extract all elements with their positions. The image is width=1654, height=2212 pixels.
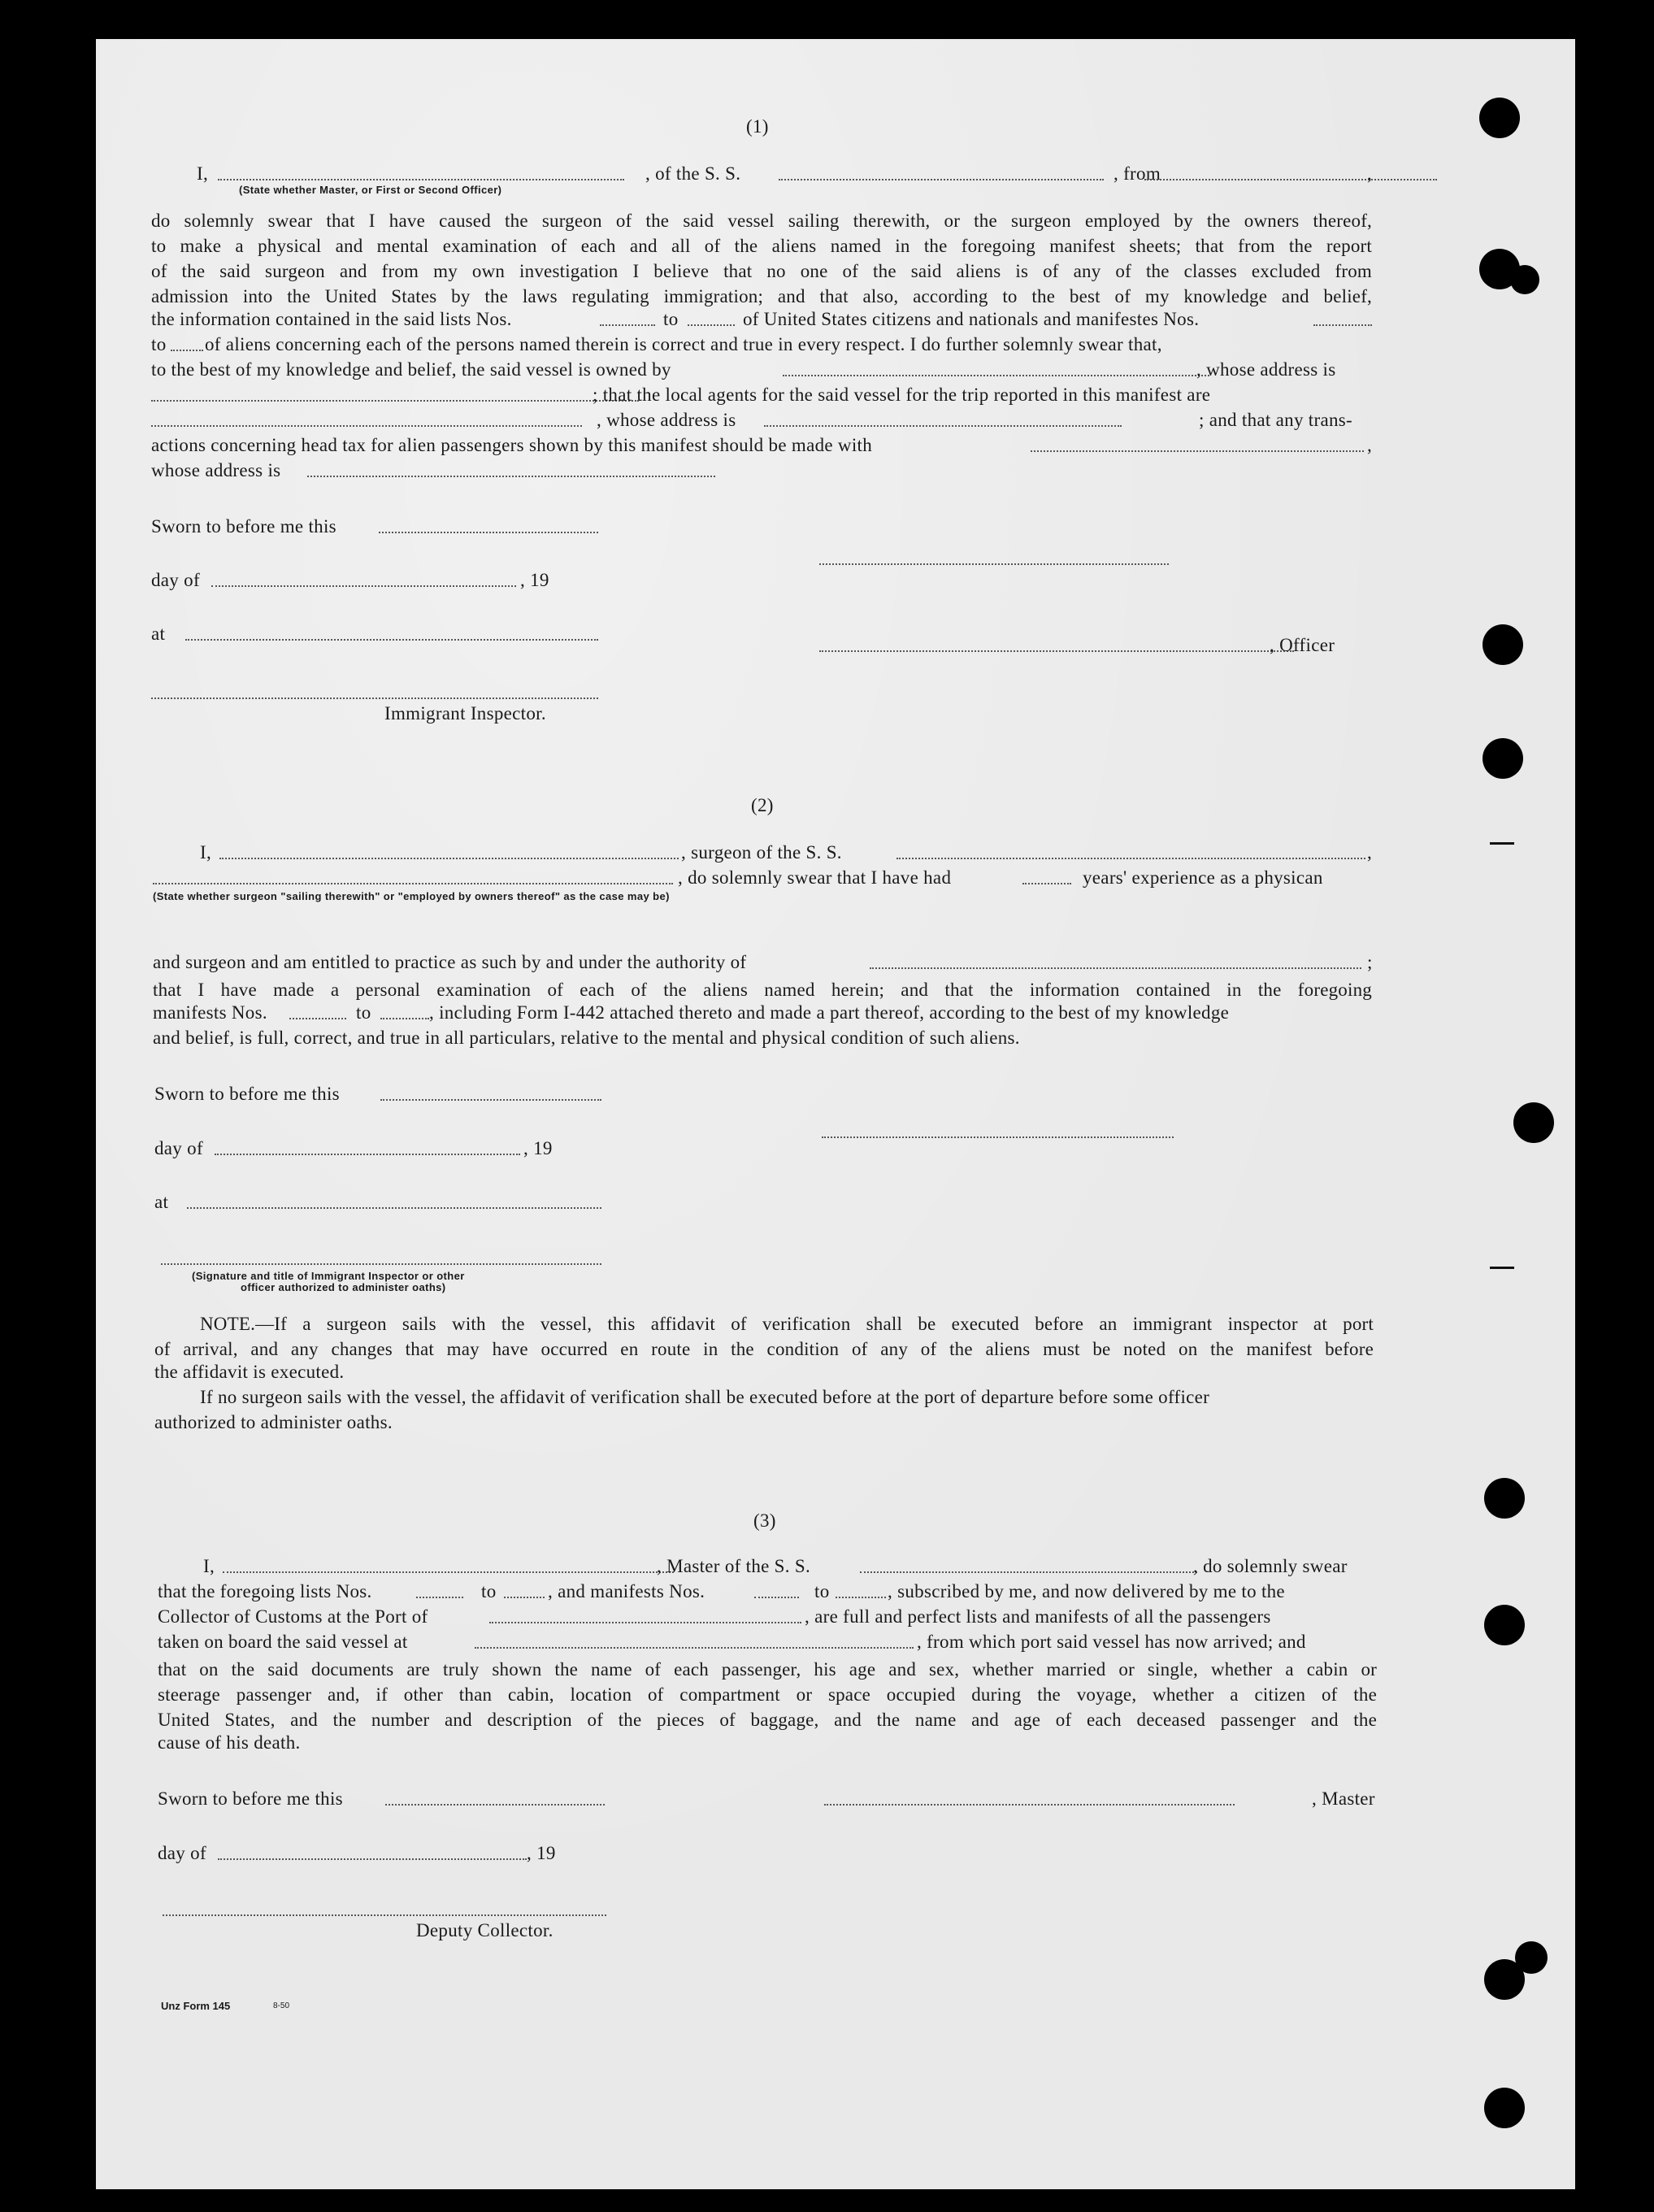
s2-ship-field[interactable]: [896, 858, 1365, 859]
s2-year-label: , 19: [523, 1138, 553, 1158]
s1-day-field[interactable]: [211, 585, 516, 587]
margin-mark: [1490, 842, 1514, 845]
s3-oath-paragraph: [158, 1657, 1377, 1732]
s1-head-tax-label: actions concerning head tax for alien passengers shown by this manifest should be made with: [151, 435, 873, 455]
s3-ship-field[interactable]: [860, 1571, 1197, 1573]
punch-hole: [1484, 2088, 1525, 2128]
s2-note-line-3: the affidavit is executed.: [154, 1362, 345, 1382]
s1-whose-address-label: whose address is: [151, 460, 281, 480]
s1-of-ss-label: , of the S. S.: [645, 163, 741, 184]
s1-oath-paragraph: [151, 208, 1372, 309]
s3-day-of-label: day of: [158, 1843, 206, 1863]
s1-lists-label: the information contained in the said lists Nos.: [151, 309, 512, 329]
punch-hole: [1483, 738, 1523, 779]
s3-arrived-label: , from which port said vessel has now arrived; and: [917, 1632, 1306, 1652]
s2-years-field[interactable]: [1022, 883, 1071, 884]
s2-years-label: years' experience as a physican: [1083, 867, 1323, 888]
s1-manifests-from-field[interactable]: [1313, 324, 1372, 326]
s3-year-label: , 19: [527, 1843, 556, 1863]
s3-taken-label: taken on board the said vessel at: [158, 1632, 408, 1652]
s1-owner-field[interactable]: [783, 375, 1209, 376]
s1-name-field[interactable]: [218, 179, 624, 180]
s3-full-lists-label: , are full and perfect lists and manifests of all the passengers: [805, 1606, 1271, 1627]
s3-lists-label: that the foregoing lists Nos.: [158, 1581, 372, 1601]
punch-hole: [1513, 1102, 1554, 1143]
section-3-number: (3): [753, 1510, 776, 1531]
s1-at-field[interactable]: [185, 639, 598, 641]
s1-manifests-to-field[interactable]: [171, 350, 203, 351]
s3-to-label-1: to: [481, 1581, 497, 1601]
s2-note-line-4: If no surgeon sails with the vessel, the affidavit of verification shall be executed before at the port of departure before some officer: [200, 1387, 1210, 1407]
s1-to-label-2: to: [151, 334, 167, 354]
s1-manifests-label: of United States citizens and nationals and manifestes Nos.: [743, 309, 1200, 329]
s2-sworn-field[interactable]: [380, 1099, 601, 1101]
s1-comma-2: ,: [1367, 435, 1373, 455]
s2-line-4-block: [153, 977, 1372, 1002]
s3-master-signature-field[interactable]: [824, 1804, 1235, 1806]
section-1-number: (1): [746, 116, 769, 137]
s2-at-field[interactable]: [187, 1207, 601, 1209]
s1-inspector-signature-field[interactable]: [151, 697, 598, 699]
s1-line: to make a physical and mental examination of each and all of the aliens named in the foregoing manifest sheets; that from the report: [151, 236, 1372, 256]
s2-name-field[interactable]: [219, 858, 679, 859]
s3-lists-from-field[interactable]: [416, 1597, 463, 1598]
s1-inspector-label: Immigrant Inspector.: [384, 703, 546, 724]
s3-to-label-2: to: [814, 1581, 830, 1601]
s1-sworn-field[interactable]: [379, 532, 598, 533]
s1-line: admission into the United States by the laws regulating immigration; and that also, according to the best of my knowledge and belief,: [151, 286, 1372, 306]
s1-lists-to-field[interactable]: [688, 324, 735, 326]
s3-delivered-label: , subscribed by me, and now delivered by me to the: [888, 1581, 1285, 1601]
s2-sig-note-1: (Signature and title of Immigrant Inspector or other: [192, 1270, 465, 1282]
s3-name-field[interactable]: [223, 1571, 674, 1573]
s1-from-field[interactable]: [1144, 179, 1437, 180]
s1-owned-label: to the best of my knowledge and belief, the said vessel is owned by: [151, 359, 671, 380]
punch-hole: [1483, 624, 1523, 665]
s3-lists-to-field[interactable]: [504, 1597, 545, 1598]
s1-line: do solemnly swear that I have caused the surgeon of the said vessel sailing therewith, or the surgeon employed by the owners thereof,: [151, 211, 1372, 231]
s2-i-label: I,: [200, 842, 212, 863]
s1-ship-field[interactable]: [779, 179, 1104, 180]
s2-day-field[interactable]: [215, 1154, 520, 1155]
s2-swear-label: , do solemnly swear that I have had: [678, 867, 952, 888]
s1-at-label: at: [151, 624, 166, 644]
s3-sworn-field[interactable]: [385, 1804, 605, 1806]
s1-officer-field[interactable]: [819, 650, 1294, 652]
s1-comma: ,: [1367, 163, 1373, 184]
s2-state-note: (State whether surgeon "sailing therewith" or "employed by owners thereof" as the case may be): [153, 890, 670, 902]
s1-owner-address-label: , whose address is: [1196, 359, 1336, 380]
s2-manifests-label: manifests Nos.: [153, 1002, 267, 1023]
s2-sworn-label: Sworn to before me this: [154, 1084, 340, 1104]
punch-hole: [1484, 1478, 1525, 1519]
form-code: 8-50: [273, 2001, 290, 2010]
s1-agents-address-label: , whose address is: [597, 410, 736, 430]
section-2-number: (2): [751, 795, 774, 815]
s1-agents-address-field[interactable]: [764, 425, 1122, 427]
s2-sig-note-2: officer authorized to administer oaths): [241, 1281, 446, 1293]
s1-i-label: I,: [197, 163, 209, 184]
s2-authority-label: and surgeon and am entitled to practice as such by and under the authority of: [153, 952, 747, 972]
s1-owner-address-field[interactable]: [151, 400, 639, 402]
s3-sworn-label: Sworn to before me this: [158, 1788, 343, 1809]
s1-signature-field[interactable]: [819, 563, 1169, 565]
s2-day-of-label: day of: [154, 1138, 203, 1158]
s3-port-field[interactable]: [489, 1622, 801, 1623]
s3-manifests-to-field[interactable]: [836, 1597, 886, 1598]
s2-to-label: to: [356, 1002, 371, 1023]
s2-inspector-signature-field[interactable]: [161, 1263, 601, 1265]
s1-lists-from-field[interactable]: [600, 324, 655, 326]
s2-at-label: at: [154, 1192, 169, 1212]
document-page: [96, 39, 1575, 2189]
s3-line: United States, and the number and description of the pieces of baggage, and the name and age of each deceased passenger and the: [158, 1710, 1377, 1730]
form-number: Unz Form 145: [161, 2000, 231, 2012]
s2-surgeon-status-field[interactable]: [153, 883, 673, 884]
s3-manifests-from-field[interactable]: [754, 1597, 799, 1598]
punch-hole: [1484, 1605, 1525, 1645]
s1-line: of the said surgeon and from my own investigation I believe that no one of the said aliens is of any of the classes excluded from: [151, 261, 1372, 281]
s3-line-8: cause of his death.: [158, 1732, 301, 1753]
s3-swear-label: , do solemnly swear: [1193, 1556, 1348, 1576]
s2-signature-field[interactable]: [822, 1136, 1174, 1138]
s3-line: that on the said documents are truly shown the name of each passenger, his age and sex, whether married or single, whether a cabin or: [158, 1659, 1377, 1680]
s1-state-note: (State whether Master, or First or Second Officer): [239, 184, 502, 196]
s1-day-of-label: day of: [151, 570, 200, 590]
s2-note-line: of arrival, and any changes that may have occurred en route in the condition of any of the aliens must be noted on the manifest before: [154, 1339, 1374, 1359]
s1-to-label: to: [663, 309, 679, 329]
s3-i-label: I,: [203, 1556, 215, 1576]
s2-manifests-to-field[interactable]: [380, 1018, 429, 1019]
s2-note-line-5: authorized to administer oaths.: [154, 1412, 393, 1432]
s2-comma: ,: [1367, 842, 1373, 863]
punch-hole: [1484, 1959, 1525, 2000]
s3-master-of-label: , Master of the S. S.: [657, 1556, 811, 1576]
s2-line-6: and belief, is full, correct, and true in all particulars, relative to the mental and physical condition of such aliens.: [153, 1028, 1020, 1048]
s1-transactions-label: ; and that any trans-: [1199, 410, 1352, 430]
s3-deputy-signature-field[interactable]: [163, 1914, 606, 1916]
s1-head-tax-address-field[interactable]: [307, 476, 715, 477]
s1-agents-field[interactable]: [151, 425, 582, 427]
s1-officer-label: , Officer: [1270, 635, 1335, 655]
s3-manifests-label: , and manifests Nos.: [548, 1581, 705, 1601]
s1-line-6: of aliens concerning each of the persons named therein is correct and true in every respect. I do further solemnly swear that,: [205, 334, 1162, 354]
s3-collector-label: Collector of Customs at the Port of: [158, 1606, 428, 1627]
punch-hole: [1510, 265, 1539, 294]
s1-sworn-label: Sworn to before me this: [151, 516, 336, 537]
s2-manifests-from-field[interactable]: [289, 1018, 346, 1019]
s2-note-block: [154, 1311, 1374, 1362]
s1-year-label: , 19: [520, 570, 549, 590]
s2-authority-field[interactable]: [870, 967, 1361, 969]
s2-semicolon: ;: [1367, 952, 1373, 972]
s1-agents-label: ; that the local agents for the said vessel for the trip reported in this manifest are: [593, 385, 1211, 405]
s3-port-taken-field[interactable]: [475, 1647, 914, 1649]
s1-from-label: , from: [1114, 163, 1161, 184]
s3-line: steerage passenger and, if other than cabin, location of compartment or space occupied during the voyage, whether a citizen of the: [158, 1684, 1377, 1705]
margin-mark: [1490, 1267, 1514, 1269]
s2-note-line: NOTE.—If a surgeon sails with the vessel, this affidavit of verification shall be executed before an immigrant inspector at port: [200, 1314, 1374, 1334]
s2-including-label: , including Form I-442 attached thereto and made a part thereof, according to the best of my knowledge: [429, 1002, 1230, 1023]
s1-head-tax-field[interactable]: [1031, 450, 1364, 452]
punch-hole: [1479, 98, 1520, 138]
s3-deputy-label: Deputy Collector.: [416, 1920, 554, 1940]
s3-master-label: , Master: [1312, 1788, 1375, 1809]
s2-surgeon-of-label: , surgeon of the S. S.: [681, 842, 842, 863]
s3-day-field[interactable]: [218, 1858, 527, 1860]
s2-line: that I have made a personal examination of each of the aliens named herein; and that the information contained in the foregoing: [153, 980, 1372, 1000]
